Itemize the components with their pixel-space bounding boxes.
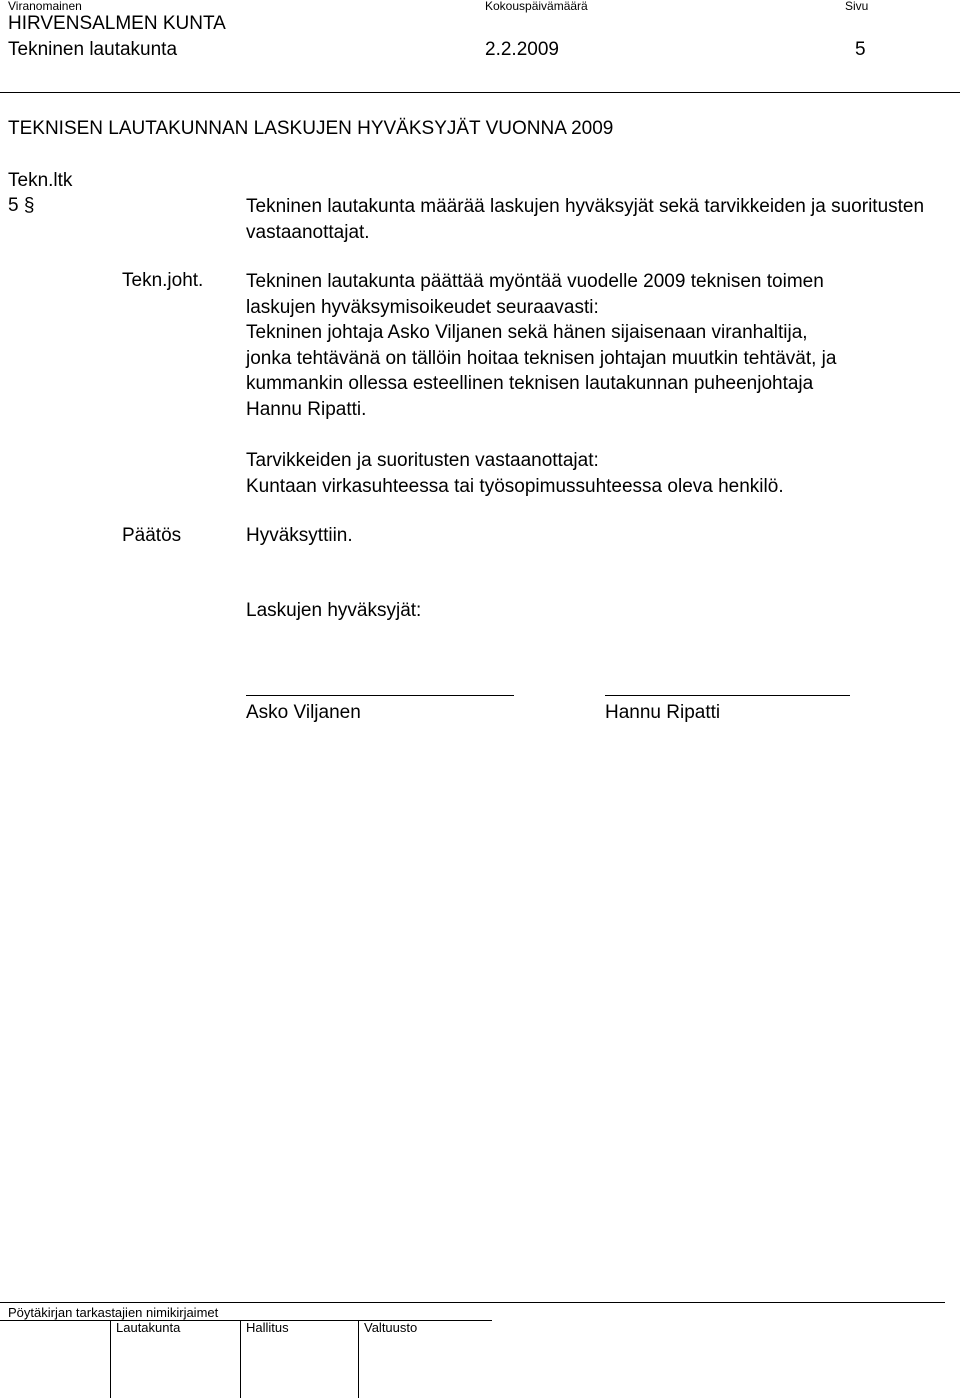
intro-text: Tekninen lautakunta määrää laskujen hyväksyjät sekä tarvikkeiden ja suoritusten vastaanottajat.: [246, 196, 925, 243]
section-title: TEKNISEN LAUTAKUNNAN LASKUJEN HYVÄKSYJÄT VUONNA 2009: [8, 118, 614, 139]
proposal-text: [246, 269, 936, 422]
proposal-line: Hannu Ripatti.: [246, 398, 367, 420]
meeting-date: 2.2.2009: [485, 39, 559, 60]
proposal-line: laskujen hyväksymisoikeudet seuraavasti:: [246, 296, 599, 318]
signer-name-1: Asko Viljanen: [246, 702, 361, 723]
header-label-date: Kokouspäivämäärä: [485, 0, 588, 13]
page-number: 5: [855, 39, 866, 60]
decision-text: Hyväksyttiin.: [246, 525, 353, 546]
header-label-page: Sivu: [845, 0, 869, 13]
proposal-line: jonka tehtävänä on tällöin hoitaa teknisen johtajan muutkin tehtävät, ja: [246, 347, 837, 369]
footer-col-council: Valtuusto: [364, 1320, 418, 1335]
receivers-description: Kuntaan virkasuhteessa tai työsopimussuhteessa oleva henkilö.: [246, 475, 784, 497]
decision-label: Päätös: [122, 525, 182, 546]
signature-line-1: [246, 695, 514, 696]
header-rule: [0, 92, 960, 93]
municipality-name: HIRVENSALMEN KUNTA: [8, 13, 226, 34]
board-name: Tekninen lautakunta: [8, 39, 178, 60]
signer-name-2: Hannu Ripatti: [605, 702, 721, 723]
footer-divider-2: [240, 1320, 241, 1398]
proposal-line: kummankin ollessa esteellinen teknisen lautakunnan puheenjohtaja: [246, 373, 814, 394]
receivers-heading: Tarvikkeiden ja suoritusten vastaanottajat:: [246, 450, 599, 471]
receivers-text: [246, 448, 936, 499]
footer-rule: [0, 1302, 945, 1303]
footer-title: Pöytäkirjan tarkastajien nimikirjaimet: [8, 1305, 219, 1320]
footer-divider-1: [110, 1320, 111, 1398]
proposal-line: Tekninen lautakunta päättää myöntää vuodelle 2009 teknisen toimen: [246, 271, 824, 292]
proposal-line: Tekninen johtaja Asko Viljanen sekä hänen sijaisenaan viranhaltija,: [246, 322, 808, 343]
footer-divider-3: [358, 1320, 359, 1398]
footer-col-government: Hallitus: [246, 1320, 289, 1335]
section-ref: Tekn.ltk: [8, 170, 73, 191]
header-label-official: Viranomainen: [8, 0, 82, 13]
section-number: 5 §: [8, 195, 35, 216]
approvers-heading: Laskujen hyväksyjät:: [246, 600, 422, 621]
footer-col-board: Lautakunta: [116, 1320, 181, 1335]
proposal-label: Tekn.joht.: [122, 270, 204, 291]
signature-line-2: [605, 695, 850, 696]
